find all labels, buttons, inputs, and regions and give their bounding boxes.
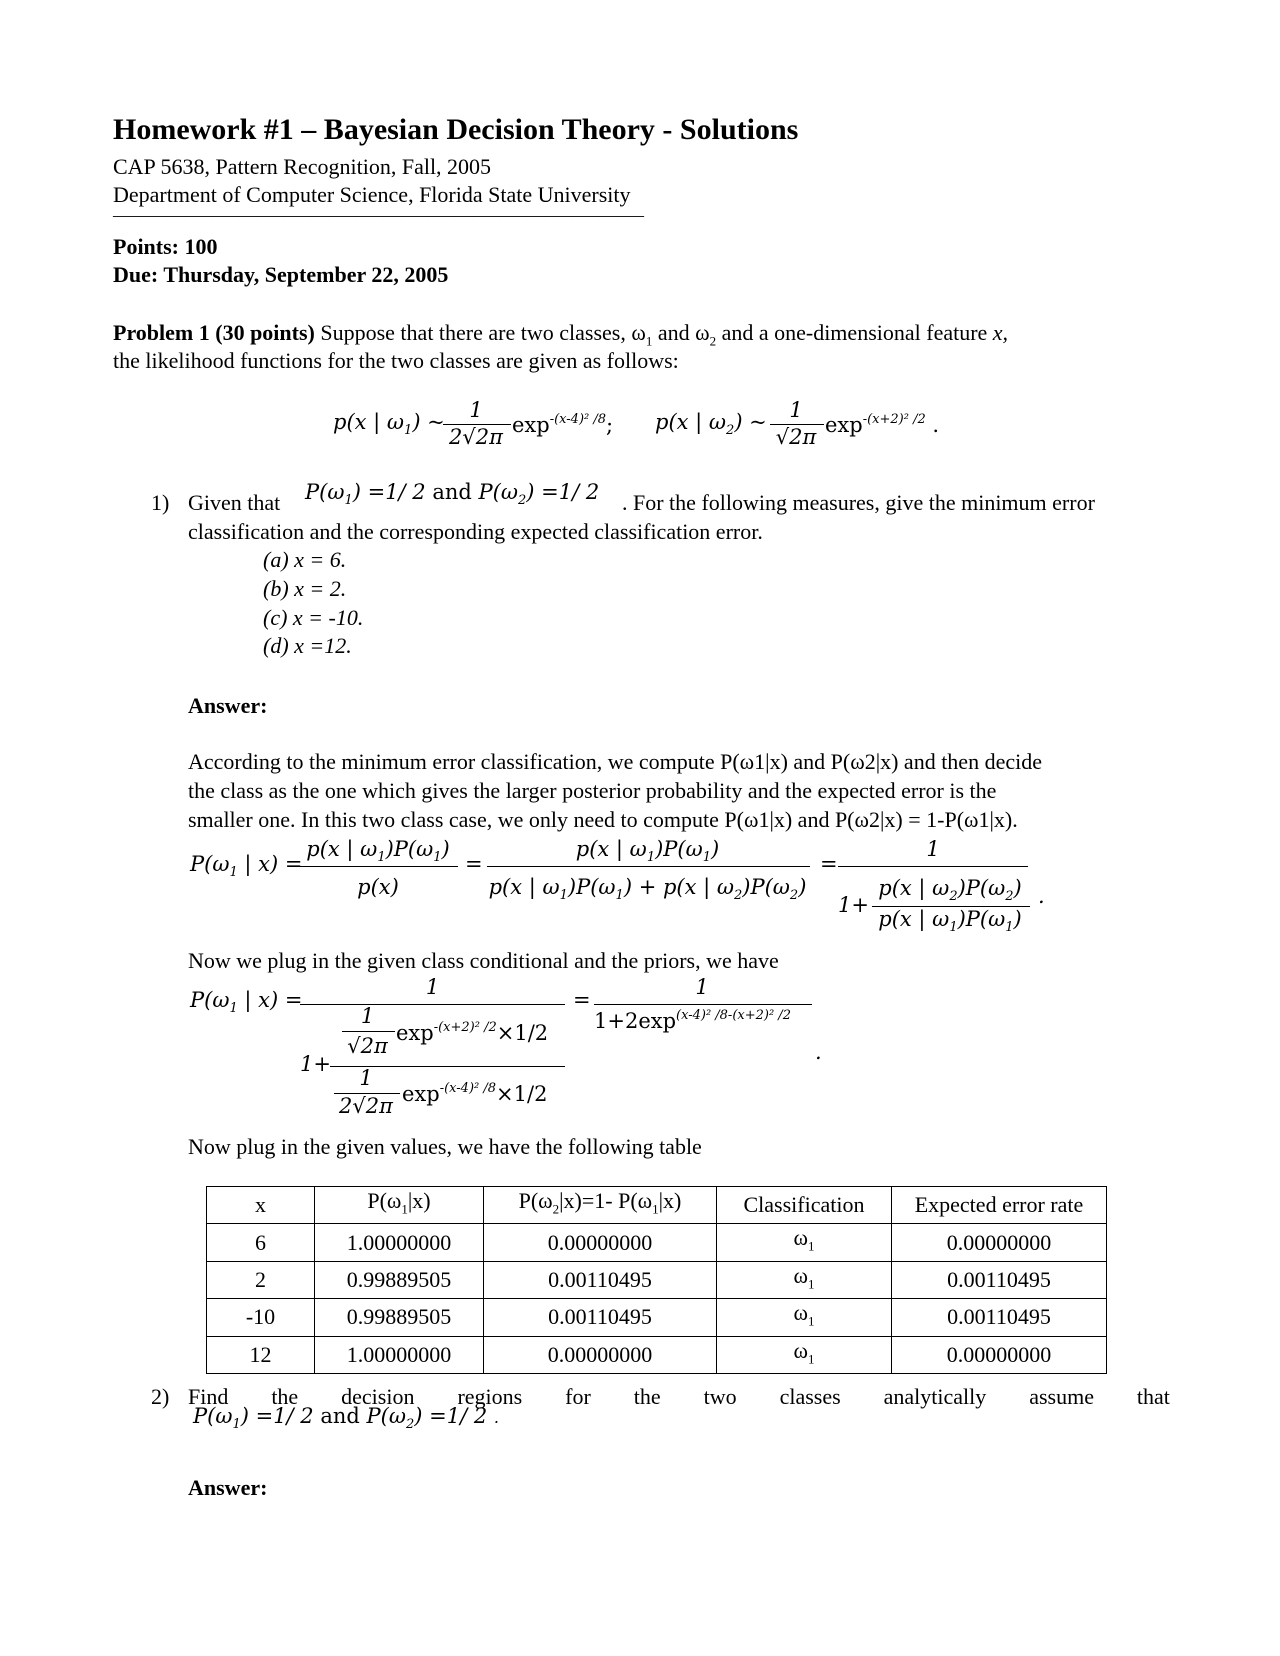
cell-posterior-1: 1.00000000 bbox=[315, 1224, 484, 1261]
simplified-denominator: $1+2\exp^{(x-4)^2 /8-(x+2)^2 /2}$ bbox=[594, 1008, 791, 1033]
question2-priors: $P(\omega_1) =1/$ 2 and $P(\omega_2) =1/$ 2 . bbox=[193, 1404, 499, 1433]
values-text: Now plug in the given values, we have the following table bbox=[188, 1134, 702, 1159]
cell-error-rate: 0.00110495 bbox=[892, 1261, 1107, 1298]
cell-classification: $\omega_1$ bbox=[717, 1299, 892, 1336]
cell-x: -10 bbox=[207, 1299, 315, 1336]
question2-text: Find the decision regions for the two classes analytically assume that bbox=[188, 1384, 1170, 1409]
cell-posterior-2: 0.00000000 bbox=[484, 1224, 717, 1261]
table-row bbox=[207, 1224, 1107, 1261]
bayes-denominator: p(x) bbox=[357, 875, 399, 899]
question1-text-a: Given that bbox=[188, 490, 281, 515]
priors-equation: $P(\omega_1) =1/$ 2 and $P(\omega_2) =1/$ 2 bbox=[305, 480, 600, 509]
cell-classification: $\omega_1$ bbox=[717, 1336, 892, 1373]
question1-line2: classification and the corresponding expected classification error. bbox=[188, 519, 763, 544]
header-error-rate: Expected error rate bbox=[892, 1187, 1107, 1224]
department-line: Department of Computer Science, Florida State University bbox=[113, 182, 631, 207]
likelihood-1-exp: $\exp^{-(x-4)^2 /8}$; bbox=[512, 412, 614, 437]
likelihood-2-denominator: √2π bbox=[775, 425, 817, 449]
list-item: (b) x = 2. bbox=[263, 576, 347, 601]
header-posterior-1: $P(\omega_1|x)$ bbox=[315, 1187, 484, 1224]
answer-paragraph-line2: the class as the one which gives the larger posterior probability and the expected error is the bbox=[188, 778, 997, 803]
cell-error-rate: 0.00000000 bbox=[892, 1336, 1107, 1373]
results-table bbox=[206, 1186, 1107, 1374]
intro-feature-x: x, bbox=[992, 320, 1009, 345]
table-header-row bbox=[207, 1187, 1107, 1224]
answer-paragraph-line1: According to the minimum error classification, we compute P(ω1|x) and P(ω2|x) and then decide bbox=[188, 749, 1042, 774]
plugged-exp-1: $\exp^{-(x-4)^2 /8}\times 1/2$ bbox=[402, 1081, 548, 1106]
cell-posterior-1: 0.99889505 bbox=[315, 1261, 484, 1298]
cell-x: 12 bbox=[207, 1336, 315, 1373]
header-x: x bbox=[207, 1187, 315, 1224]
course-line: CAP 5638, Pattern Recognition, Fall, 2005 bbox=[113, 154, 492, 179]
answer-label: Answer: bbox=[188, 693, 268, 718]
page-title: Homework #1 – Bayesian Decision Theory - Solutions bbox=[113, 113, 799, 146]
problem1-intro-line2: the likelihood functions for the two classes are given as follows: bbox=[113, 348, 679, 373]
likelihood-ratio-denominator: p(x | $\omega_1)P(\omega_1)$ bbox=[878, 907, 1022, 936]
list-item: (a) x = 6. bbox=[263, 547, 347, 572]
likelihood-1-denominator: 2√2π bbox=[449, 425, 503, 449]
list-item: (c) x = -10. bbox=[263, 605, 364, 630]
question1-text-b: . For the following measures, give the minimum error bbox=[622, 490, 1095, 515]
intro-text-a: Suppose that there are two classes, ω bbox=[314, 320, 646, 345]
list-item: (d) x =12. bbox=[263, 633, 352, 658]
likelihood-1-fraction: 1 bbox=[469, 398, 483, 422]
due-date: Due: Thursday, September 22, 2005 bbox=[113, 262, 449, 287]
question1-number: 1) bbox=[151, 490, 170, 515]
answer2-label: Answer: bbox=[188, 1475, 268, 1500]
question2-number: 2) bbox=[151, 1384, 170, 1409]
likelihood-2-exp: $\exp^{-(x+2)^2 /2}$ . bbox=[825, 412, 940, 437]
cell-posterior-1: 0.99889505 bbox=[315, 1299, 484, 1336]
intro-text-c: and a one-dimensional feature bbox=[716, 320, 993, 345]
problem1-intro: Problem 1 (30 points) Suppose that there are two classes, $\omega_1$ and $\omega_2$ and a one-dimensional feature x, bbox=[113, 320, 1009, 349]
cell-x: 6 bbox=[207, 1224, 315, 1261]
header-posterior-2: $P(\omega_2|x)=1-$ $P(\omega_1|x)$ bbox=[484, 1187, 717, 1224]
problem1-heading: Problem 1 (30 points) bbox=[113, 320, 315, 345]
intro-text-b: and ω bbox=[652, 320, 710, 345]
cell-error-rate: 0.00110495 bbox=[892, 1299, 1107, 1336]
separator-rule: ––––––––––––––––––––––––––––––––––––––––––––––––––––––––––– bbox=[113, 205, 644, 225]
likelihood-2-lhs: p(x | $\omega_2$) ~ bbox=[655, 410, 767, 439]
cell-error-rate: 0.00000000 bbox=[892, 1224, 1107, 1261]
table-row bbox=[207, 1261, 1107, 1298]
answer-paragraph-line3: smaller one. In this two class case, we only need to compute P(ω1|x) and P(ω2|x) = 1-P(ω1|x). bbox=[188, 807, 1018, 832]
cell-posterior-2: 0.00110495 bbox=[484, 1261, 717, 1298]
bayes-lhs: $P(\omega_1$ | x) = bbox=[190, 852, 303, 881]
table-row bbox=[207, 1299, 1107, 1336]
likelihood-ratio-numerator: p(x | $\omega_2)P(\omega_2)$ bbox=[878, 876, 1022, 905]
likelihood-2-fraction: 1 bbox=[789, 398, 803, 422]
plug-in-text: Now we plug in the given class conditional and the priors, we have bbox=[188, 948, 779, 973]
plugged-exp-2: $\exp^{-(x+2)^2 /2}\times 1/2$ bbox=[396, 1020, 549, 1045]
table-row bbox=[207, 1336, 1107, 1373]
points-label: Points: 100 bbox=[113, 234, 218, 259]
header-classification: Classification bbox=[717, 1187, 892, 1224]
cell-posterior-1: 1.00000000 bbox=[315, 1336, 484, 1373]
posterior-lhs: $P(\omega_1$ | x) = bbox=[190, 988, 303, 1017]
bayes-total-probability: p(x | $\omega_1)P(\omega_1) + p(x$ | $\omega_2)P(\omega_2)$ bbox=[488, 875, 807, 904]
bayes-numerator: p(x | $\omega_1)P(\omega_1)$ bbox=[306, 837, 450, 866]
cell-classification: $\omega_1$ bbox=[717, 1224, 892, 1261]
bayes-numerator-2: p(x | $\omega_1)P(\omega_1)$ bbox=[575, 837, 720, 866]
cell-classification: $\omega_1$ bbox=[717, 1261, 892, 1298]
cell-posterior-2: 0.00000000 bbox=[484, 1336, 717, 1373]
likelihood-1-lhs: p(x | $\omega_1$) ~ bbox=[333, 410, 445, 439]
cell-x: 2 bbox=[207, 1261, 315, 1298]
cell-posterior-2: 0.00110495 bbox=[484, 1299, 717, 1336]
